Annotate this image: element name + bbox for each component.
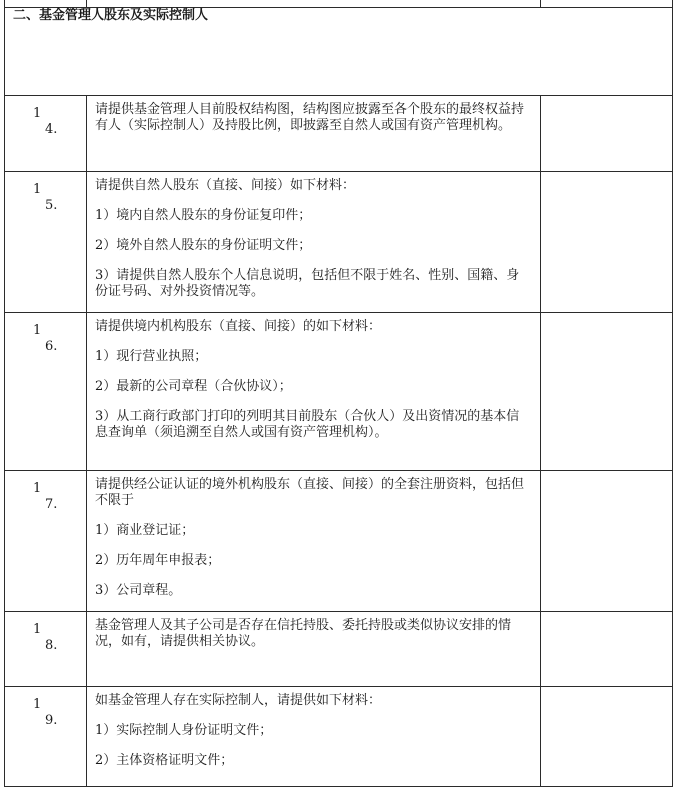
item-number-bottom: 8. <box>45 638 58 653</box>
item-number-bottom: 5. <box>45 198 58 213</box>
number-cell <box>5 0 87 8</box>
section-title: 二、基金管理人股东及实际控制人 <box>5 8 673 96</box>
item-number-bottom: 7. <box>45 497 58 512</box>
item-number-bottom: 4. <box>45 122 58 137</box>
note-cell <box>541 0 673 8</box>
item-text: 请提供基金管理人目前股权结构图，结构图应披露至各个股东的最终权益持有人（实际控制人）及持股比例，即披露至自然人或国有资产管理机构。 <box>95 102 525 133</box>
table-row <box>5 172 673 313</box>
table-row <box>5 313 673 471</box>
content-cell <box>87 471 541 612</box>
number-cell <box>5 471 87 612</box>
item-number-top: 1 <box>33 697 42 712</box>
item-text: 1）境内自然人股东的身份证复印件； <box>95 208 312 223</box>
table-row <box>5 471 673 612</box>
item-text: 基金管理人及其子公司是否存在信托持股、委托持股或类似协议安排的情况，如有，请提供相关协议。 <box>95 618 512 649</box>
item-text: 3）公司章程。 <box>95 583 182 598</box>
item-number-top: 1 <box>33 323 42 338</box>
number-cell <box>5 687 87 787</box>
item-text: 请提供经公证认证的境外机构股东（直接、间接）的全套注册资料，包括但不限于 <box>95 477 525 508</box>
item-number-top: 1 <box>33 622 42 637</box>
note-cell <box>541 96 673 172</box>
number-cell <box>5 612 87 687</box>
item-number-top: 1 <box>33 182 42 197</box>
item-text: 2）历年周年申报表； <box>95 553 221 568</box>
item-text: 3）请提供自然人股东个人信息说明，包括但不限于姓名、性别、国籍、身份证号码、对外投资情况等。 <box>95 268 520 299</box>
note-cell <box>541 687 673 787</box>
content-cell <box>87 612 541 687</box>
content-cell <box>87 0 541 8</box>
previous-row-tail <box>5 0 673 8</box>
item-text: 3）从工商行政部门打印的列明其目前股东（合伙人）及出资情况的基本信息查询单（须追溯至自然人或国有资产管理机构）。 <box>95 409 520 440</box>
item-text: 请提供境内机构股东（直接、间接）的如下材料： <box>95 319 382 334</box>
content-cell <box>87 96 541 172</box>
section-header-row <box>5 8 673 96</box>
number-cell <box>5 313 87 471</box>
item-text: 1）商业登记证； <box>95 523 195 538</box>
content-cell <box>87 172 541 313</box>
content-cell <box>87 313 541 471</box>
note-cell <box>541 612 673 687</box>
number-cell <box>5 96 87 172</box>
note-cell <box>541 172 673 313</box>
item-text: 如基金管理人存在实际控制人，请提供如下材料： <box>95 693 382 708</box>
table-row <box>5 687 673 787</box>
item-text: 1）现行营业执照； <box>95 349 208 364</box>
number-cell <box>5 172 87 313</box>
note-cell <box>541 313 673 471</box>
item-text: 1）实际控制人身份证明文件； <box>95 723 273 738</box>
item-number-bottom: 6. <box>45 339 58 354</box>
item-number-top: 1 <box>33 106 42 121</box>
item-number-top: 1 <box>33 481 42 496</box>
item-text: 2）境外自然人股东的身份证明文件； <box>95 238 312 253</box>
table-row <box>5 96 673 172</box>
item-text: 2）主体资格证明文件； <box>95 753 234 768</box>
checklist-table <box>4 0 673 787</box>
content-cell <box>87 687 541 787</box>
note-cell <box>541 471 673 612</box>
item-text: 请提供自然人股东（直接、间接）如下材料： <box>95 178 356 193</box>
item-text: 2）最新的公司章程（合伙协议）； <box>95 379 292 394</box>
table-row <box>5 612 673 687</box>
item-number-bottom: 9. <box>45 713 58 728</box>
